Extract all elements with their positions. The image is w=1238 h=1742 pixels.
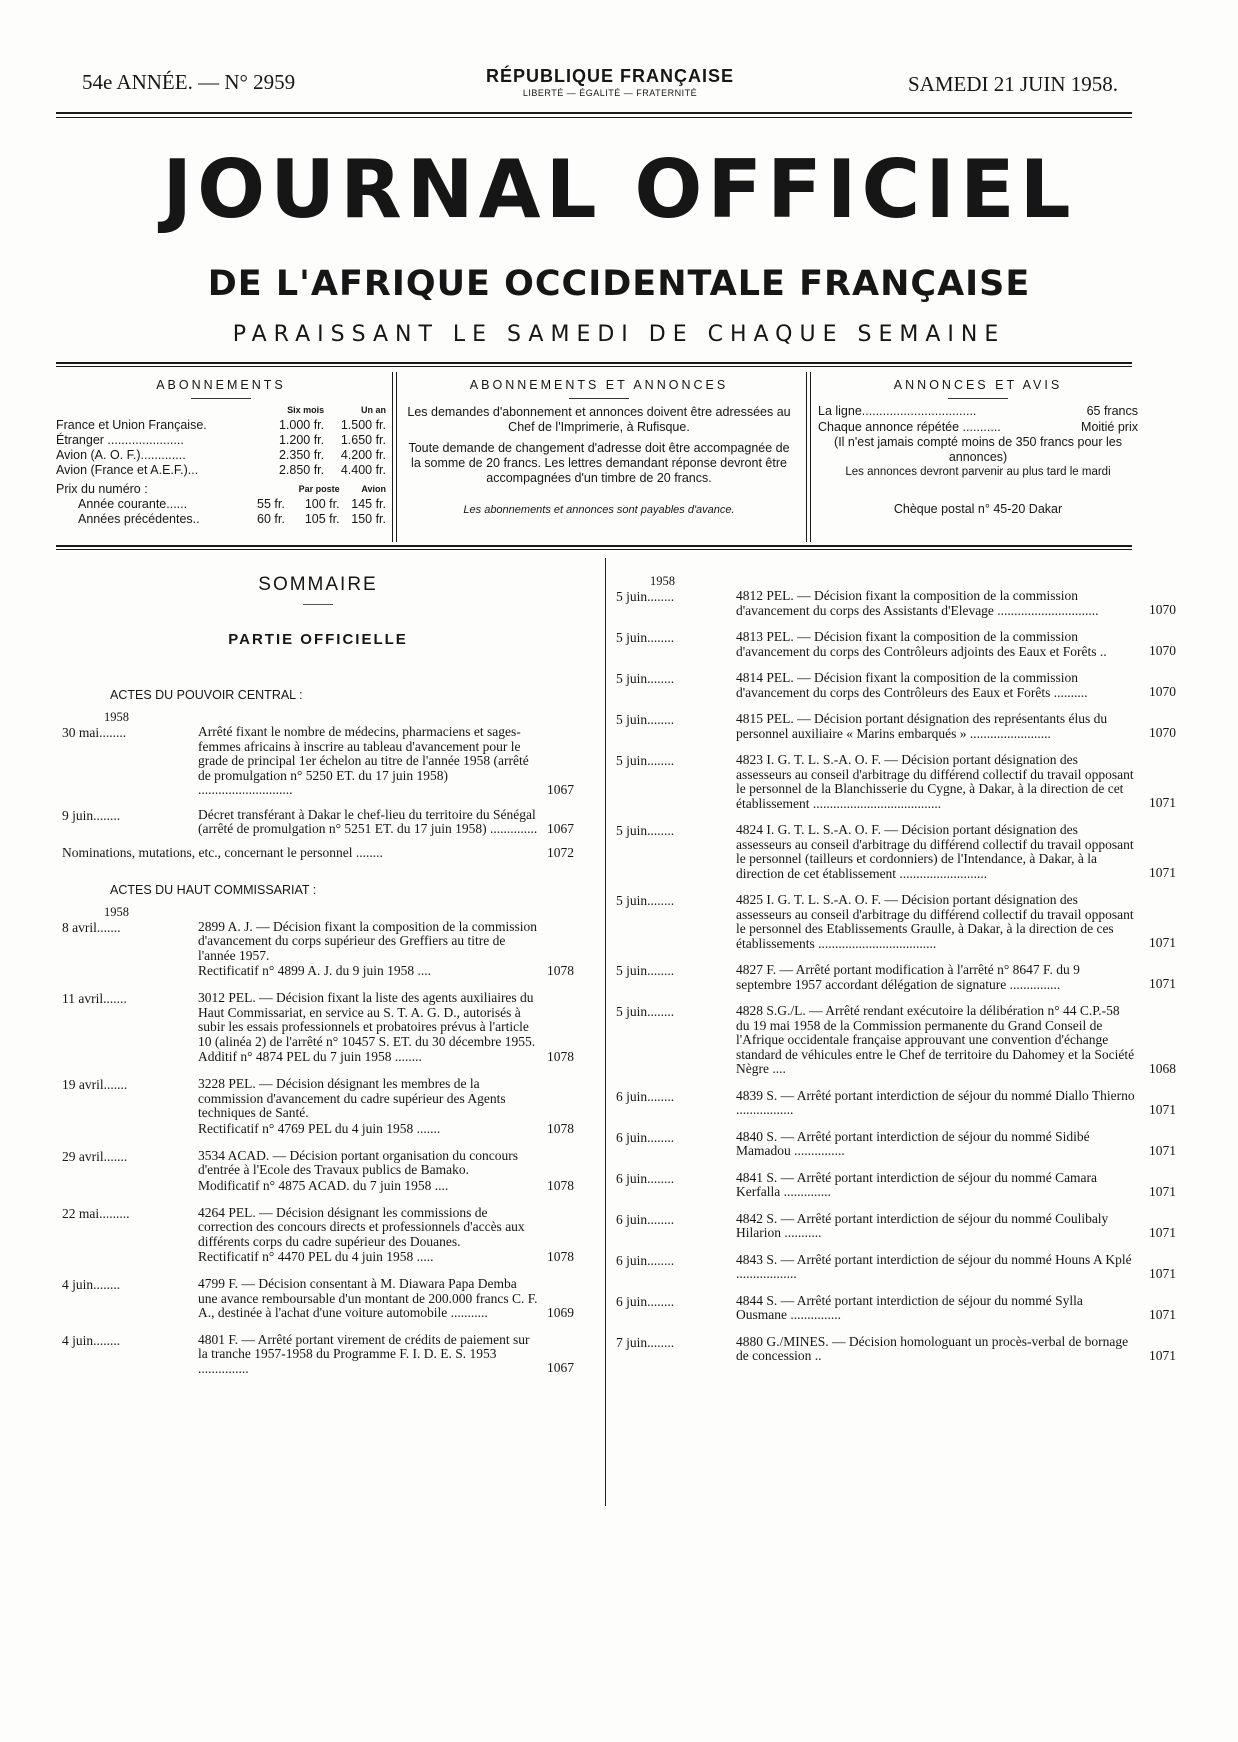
- subscription-row: Avion (A. O. F.)............. 2.350 fr. 4.200 fr.: [56, 448, 386, 462]
- subscriptions-box: [56, 372, 386, 542]
- subscriptions-announcements-box: [404, 372, 794, 542]
- republic-motto: LIBERTÉ — ÉGALITÉ — FRATERNITÉ: [522, 88, 698, 98]
- summary-title: SOMMAIRE: [258, 574, 378, 595]
- year-label: 1958: [650, 574, 675, 588]
- summary-underline: [303, 604, 333, 605]
- announcements-box: [818, 372, 1138, 542]
- issue-number: 54e ANNÉE. — N° 2959: [82, 70, 296, 94]
- subscription-row: Étranger ...................... 1.200 fr. 1.650 fr.: [56, 433, 386, 447]
- price-row: Années précédentes.. 60 fr. 105 fr. 150 fr.: [78, 512, 386, 526]
- summary-entry: 6 juin........ 4844 S. — Arrêté portant interdiction de séjour du nommé Sylla Ousmane ............... 1071: [616, 1292, 1176, 1322]
- boxes-top-rule: [56, 362, 1132, 364]
- summary-entry: 5 juin........ 4825 I. G. T. L. S.-A. O. F. — Décision portant désignation des assesseurs au conseil d'arbitrage du différend collectif du travail opposant le personnel des Etablissements Graulle, à Dakar, à la direction de ces établissements ................................... 1071: [616, 892, 1176, 951]
- summary-entry: 5 juin........ 4813 PEL. — Décision fixant la composition de la commission d'avancement du corps des Contrôleurs adjoints des Eaux et Forêts .. 1070: [616, 629, 1176, 659]
- heading-underline: [569, 398, 629, 399]
- subscriptions-table: [56, 403, 386, 478]
- subscriptions-announcements-heading: ABONNEMENTS ET ANNONCES: [469, 378, 729, 392]
- summary-entry: 5 juin........ 4827 F. — Arrêté portant modification à l'arrêté n° 8647 F. du 9 septembre 1957 accordant délégation de signature ............... 1071: [616, 962, 1176, 992]
- repeat-price: Chaque annonce répétée ........... Moitié prix: [818, 420, 1138, 434]
- col-by-post: Par poste: [298, 484, 340, 494]
- summary-entry: 11 avril....... 3012 PEL. — Décision fixant la liste des agents auxiliaires du Haut Commissariat, en service au S. T. A. G. D., autorisés à subir les essais professionnels et probatoires prévus à l'article 10 (alinéa 2) de l'arrêté n° 10457 S. ET. du 30 décembre 1955.: [62, 990, 536, 1049]
- republic-block: [430, 66, 790, 98]
- minimum-note: (Il n'est jamais compté moins de 350 francs pour les annonces): [834, 435, 1122, 464]
- price-table: [56, 482, 386, 527]
- col-by-air: Avion: [361, 484, 386, 494]
- box-divider: [396, 372, 397, 542]
- column-divider: [605, 558, 606, 1506]
- deadline-note: Les annonces devront parvenir au plus tard le mardi: [845, 466, 1111, 478]
- price-row: Année courante...... 55 fr. 100 fr. 145 fr.: [78, 497, 386, 511]
- heading-underline: [948, 398, 1008, 399]
- box-divider: [810, 372, 811, 542]
- subscriptions-heading: ABONNEMENTS: [156, 378, 286, 392]
- summary-entry: 29 avril....... 3534 ACAD. — Décision portant organisation du concours d'entrée à l'Ecole des Travaux publics de Bamako.: [62, 1147, 518, 1177]
- summary-entry: 19 avril....... 3228 PEL. — Décision désignant les membres de la commission d'avancement du cadre supérieur des Agents techniques de Santé.: [62, 1076, 506, 1120]
- summary-sub-entry: Rectificatif n° 4769 PEL du 4 juin 1958 ....... 1078: [198, 1120, 574, 1136]
- summary-entry: 4 juin........ 4801 F. — Arrêté portant virement de crédits de paiement sur la tranche 1957-1958 du Programme F. I. D. E. S. 1953 ............... 1067: [62, 1331, 574, 1376]
- summary-entry: 6 juin........ 4839 S. — Arrêté portant interdiction de séjour du nommé Diallo Thierno ................. 1071: [616, 1087, 1176, 1117]
- summary-entry: 9 juin........ Décret transférant à Dakar le chef-lieu du territoire du Sénégal (arrêté de promulgation n° 5251 ET. du 17 juin 1958) .............. 1067: [62, 806, 574, 836]
- box-divider: [806, 372, 807, 542]
- summary-entry: 8 avril....... 2899 A. J. — Décision fixant la composition de la commission d'avancement du corps supérieur des Greffiers au titre de l'année 1957.: [62, 918, 537, 963]
- masthead-frequency: PARAISSANT LE SAMEDI DE CHAQUE SEMAINE: [232, 322, 1006, 347]
- high-commission-heading: ACTES DU HAUT COMMISSARIAT :: [110, 882, 317, 897]
- summary-sub-entry: Rectificatif n° 4470 PEL du 4 juin 1958 ..... 1078: [198, 1249, 574, 1264]
- central-power-heading: ACTES DU POUVOIR CENTRAL :: [110, 688, 303, 702]
- header-rule: [56, 112, 1132, 114]
- price-label: Prix du numéro :: [56, 482, 148, 496]
- official-part-heading: PARTIE OFFICIELLE: [228, 631, 408, 648]
- summary-entry: 5 juin........ 4815 PEL. — Décision portant désignation des représentants élus du personnel auxiliaire « Marins embarqués » ........................ 1070: [616, 711, 1176, 741]
- summary-entry: 4 juin........ 4799 F. — Décision consentant à M. Diawara Papa Demba une avance remboursable d'un montant de 200.000 francs C. F. A., destinée à l'achat d'une voiture automobile ........... 1069: [62, 1276, 574, 1320]
- summary-entry: 5 juin........ 4828 S.G./L. — Arrêté rendant exécutoire la délibération n° 44 C.P.-58 du 19 mai 1958 de la Commission permanente du Grand Conseil de l'Afrique occidentale française approuvant une convention d'échange standard de véhicules entre le Chef de territoire du Dahomey et la Société Nègre .... 1068: [616, 1003, 1176, 1076]
- summary-entry: 30 mai........ Arrêté fixant le nombre de médecins, pharmaciens et sages-femmes africains à inscrire au tableau d'avancement pour le grade de principal 1er échelon au titre de l'année 1958 (arrêté de promulgation n° 5250 ET. du 17 juin 1958) ............................ 1067: [62, 724, 574, 797]
- summary-left-column: [62, 572, 574, 1376]
- summary-entry: 6 juin........ 4840 S. — Arrêté portant interdiction de séjour du nommé Sidibé Mamadou ............... 1071: [616, 1128, 1176, 1158]
- masthead-title: JOURNAL OFFICIEL: [162, 143, 1076, 236]
- col-one-year: Un an: [360, 405, 386, 415]
- summary-entry: 6 juin........ 4841 S. — Arrêté portant interdiction de séjour du nommé Camara Kerfalla .............. 1071: [616, 1169, 1176, 1199]
- payment-note: Les abonnements et annonces sont payables d'avance.: [463, 504, 735, 516]
- summary-sub-entry: Modificatif n° 4875 ACAD. du 7 juin 1958 .... 1078: [198, 1177, 574, 1193]
- heading-underline: [191, 398, 251, 399]
- issue-date: SAMEDI 21 JUIN 1958.: [908, 72, 1118, 96]
- boxes-top-rule-thin: [56, 366, 1132, 367]
- nominations-entry: Nominations, mutations, etc., concernant le personnel ........ 1072: [62, 844, 574, 860]
- summary-entry: 5 juin........ 4824 I. G. T. L. S.-A. O. F. — Décision portant désignation des assesseurs au conseil d'arbitrage du différend collectif du travail opposant le personnel (tailleurs et cordonniers) de l'Intendance, à Dakar, à la direction de cet établissement .......................... 1071: [616, 822, 1176, 881]
- summary-entry: 5 juin........ 4812 PEL. — Décision fixant la composition de la commission d'avancement du corps des Assistants d'Elevage .............................. 1070: [616, 588, 1176, 618]
- box-divider: [392, 372, 393, 542]
- summary-entry: 6 juin........ 4843 S. — Arrêté portant interdiction de séjour du nommé Houns A Kplé .................. 1071: [616, 1251, 1176, 1281]
- summary-right-column: [616, 574, 1176, 1364]
- header-rule-thin: [56, 117, 1132, 118]
- announcements-heading: ANNONCES ET AVIS: [893, 378, 1063, 392]
- address-paragraph: Les demandes d'abonnement et annonces doivent être adressées au Chef de l'Imprimerie, à Rufisque.: [407, 405, 791, 434]
- summary-entry: 22 mai......... 4264 PEL. — Décision désignant les commissions de correction des concours directs et professionnels d'accès aux différents corps du cadre supérieur des Douanes.: [62, 1204, 525, 1249]
- republic-title: RÉPUBLIQUE FRANÇAISE: [485, 66, 734, 86]
- masthead-subtitle: DE L'AFRIQUE OCCIDENTALE FRANÇAISE: [207, 264, 1031, 304]
- year-label: 1958: [104, 904, 129, 919]
- postal-cheque: Chèque postal n° 45-20 Dakar: [893, 502, 1063, 516]
- summary-entry: 7 juin........ 4880 G./MINES. — Décision homologuant un procès-verbal de bornage de concession .. 1071: [616, 1333, 1176, 1363]
- subscription-row: France et Union Française. 1.000 fr. 1.500 fr.: [56, 418, 386, 432]
- summary-sub-entry: Additif n° 4874 PEL du 7 juin 1958 ........ 1078: [198, 1049, 574, 1064]
- summary-entry: 6 juin........ 4842 S. — Arrêté portant interdiction de séjour du nommé Coulibaly Hilarion ........... 1071: [616, 1210, 1176, 1240]
- subscription-row: Avion (France et A.E.F.)... 2.850 fr. 4.400 fr.: [56, 463, 386, 477]
- year-label: 1958: [104, 710, 129, 724]
- summary-entry: 5 juin........ 4823 I. G. T. L. S.-A. O. F. — Décision portant désignation des assesseurs au conseil d'arbitrage du différend collectif du travail opposant le personnel de la Blanchisserie du Cygne, à Dakar, à la direction de cet établissement ...................................... 1071: [616, 752, 1176, 811]
- boxes-bottom-rule-thin: [56, 549, 1132, 550]
- boxes-bottom-rule: [56, 545, 1132, 547]
- col-six-months: Six mois: [287, 405, 325, 415]
- summary-entry: 5 juin........ 4814 PEL. — Décision fixant la composition de la commission d'avancement du corps des Contrôleurs des Eaux et Forêts .......... 1070: [616, 670, 1176, 700]
- change-address-paragraph: Toute demande de changement d'adresse doit être accompagnée de la somme de 20 francs. Les lettres demandant réponse devront être accompagnées d'un timbre de 20 francs.: [408, 441, 790, 485]
- summary-sub-entry: Rectificatif n° 4899 A. J. du 9 juin 1958 .... 1078: [198, 963, 574, 978]
- line-price: La ligne................................. 65 francs: [818, 404, 1138, 418]
